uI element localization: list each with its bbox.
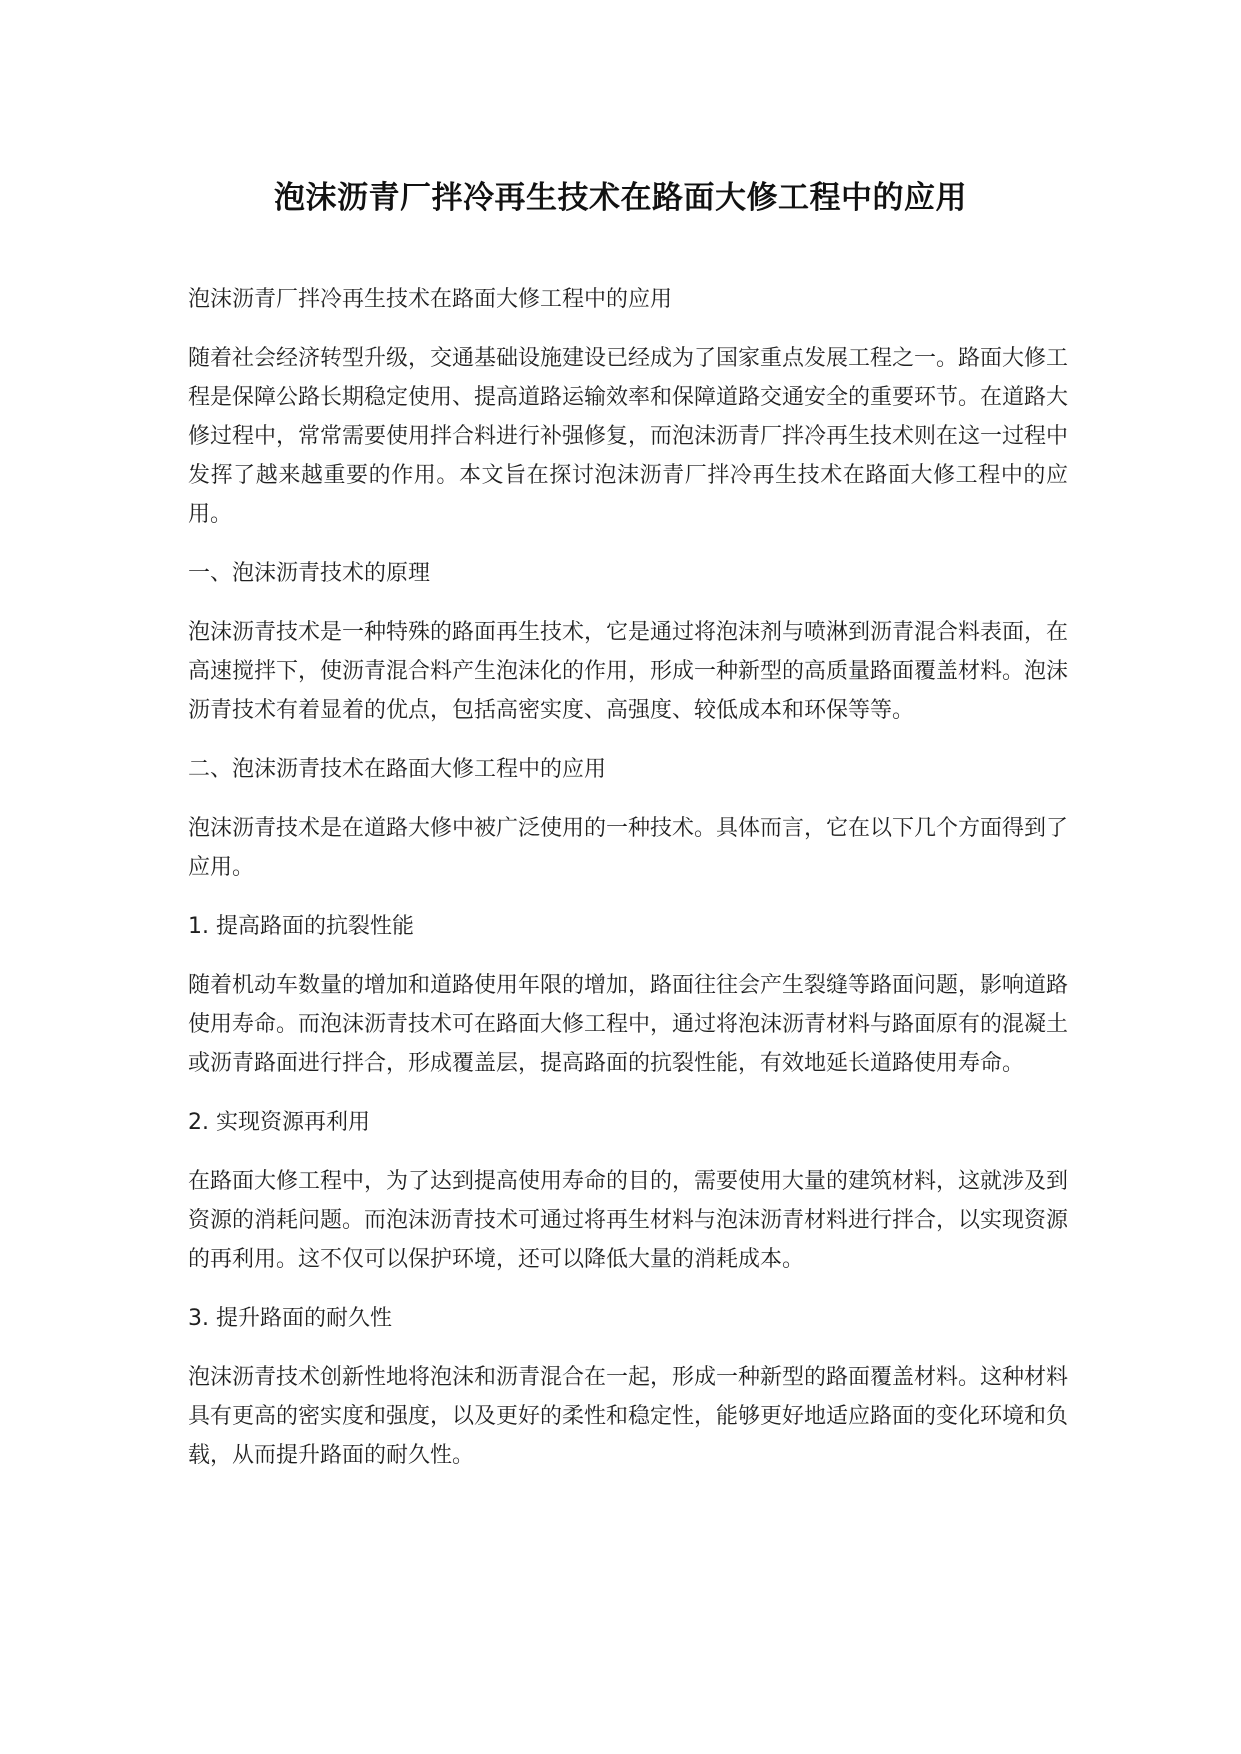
paragraph-principle: 泡沫沥青技术是一种特殊的路面再生技术，它是通过将泡沫剂与喷淋到沥青混合料表面，在高速搅拌下，使沥青混合料产生泡沫化的作用，形成一种新型的高质量路面覆盖材料。泡沫沥青技术有着显着的优点，包括高密实度、高强度、较低成本和环保等等。 (188, 620, 1069, 723)
subheading-durability: 3. 提升路面的耐久性 (188, 1306, 392, 1331)
paragraph-subtitle: 泡沫沥青厂拌冷再生技术在路面大修工程中的应用 (188, 287, 673, 312)
paragraph-intro: 随着社会经济转型升级，交通基础设施建设已经成为了国家重点发展工程之一。路面大修工程是保障公路长期稳定使用、提高道路运输效率和保障道路交通安全的重要环节。在道路大修过程中，常常需要使用拌合料进行补强修复，而泡沫沥青厂拌冷再生技术则在这一过程中发挥了越来越重要的作用。本文旨在探讨泡沫沥青厂拌冷再生技术在路面大修工程中的应用。 (188, 346, 1069, 527)
subheading-resource-reuse: 2. 实现资源再利用 (188, 1110, 370, 1135)
page-title: 泡沫沥青厂拌冷再生技术在路面大修工程中的应用 (274, 180, 967, 216)
section-heading-application: 二、泡沫沥青技术在路面大修工程中的应用 (188, 757, 607, 782)
paragraph-durability: 泡沫沥青技术创新性地将泡沫和沥青混合在一起，形成一种新型的路面覆盖材料。这种材料具有更高的密实度和强度，以及更好的柔性和稳定性，能够更好地适应路面的变化环境和负载，从而提升路面的耐久性。 (188, 1365, 1069, 1468)
paragraph-application: 泡沫沥青技术是在道路大修中被广泛使用的一种技术。具体而言，它在以下几个方面得到了应用。 (188, 816, 1069, 880)
paragraph-crack-resistance: 随着机动车数量的增加和道路使用年限的增加，路面往往会产生裂缝等路面问题，影响道路使用寿命。而泡沫沥青技术可在路面大修工程中，通过将泡沫沥青材料与路面原有的混凝土或沥青路面进行拌合，形成覆盖层，提高路面的抗裂性能，有效地延长道路使用寿命。 (188, 973, 1069, 1076)
section-heading-principle: 一、泡沫沥青技术的原理 (188, 561, 431, 586)
document-body (188, 280, 1068, 1495)
paragraph-resource-reuse: 在路面大修工程中，为了达到提高使用寿命的目的，需要使用大量的建筑材料，这就涉及到资源的消耗问题。而泡沫沥青技术可通过将再生材料与泡沫沥青材料进行拌合，以实现资源的再利用。这不仅可以保护环境，还可以降低大量的消耗成本。 (188, 1169, 1069, 1272)
subheading-crack-resistance: 1. 提高路面的抗裂性能 (188, 914, 414, 939)
